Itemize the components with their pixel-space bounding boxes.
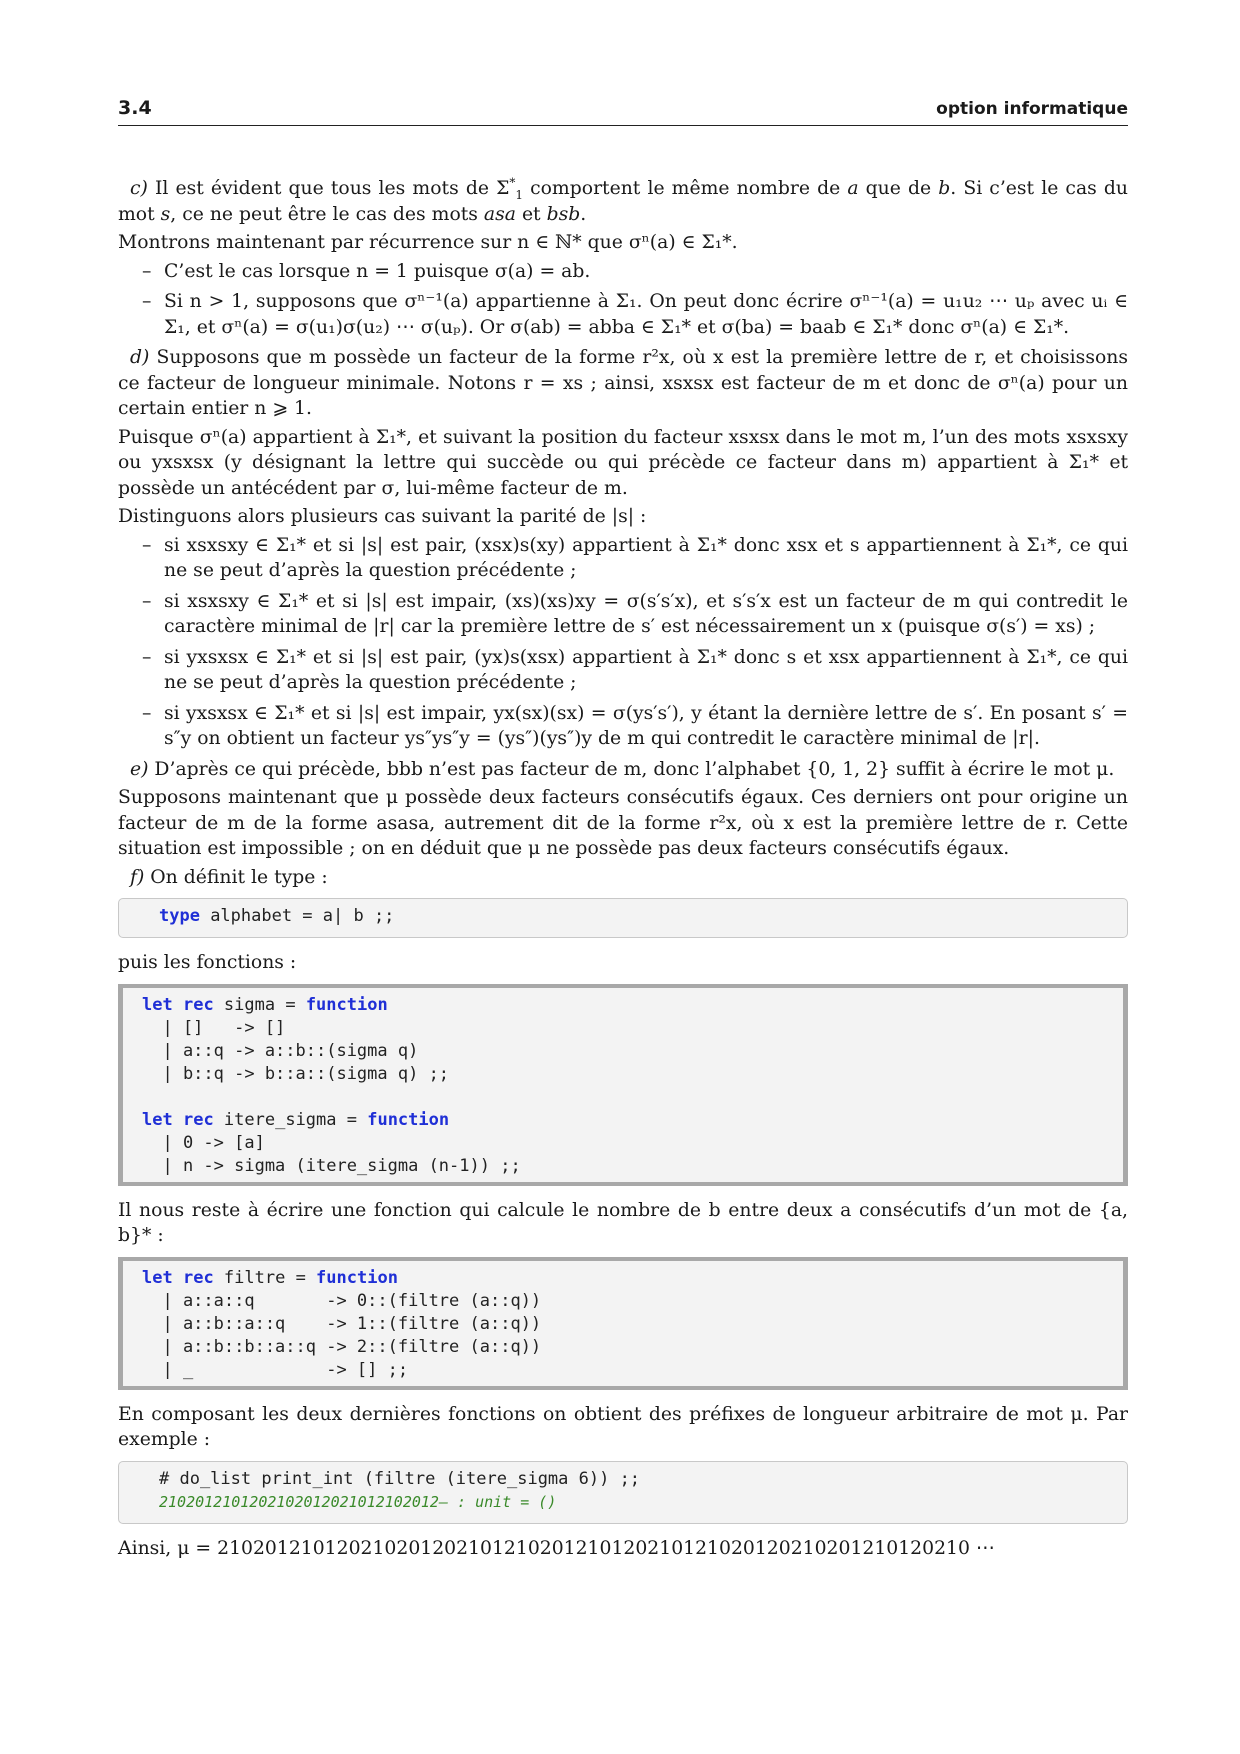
question-label-e: e) [130,758,149,780]
paragraph-f-4: En composant les deux dernières fonctions on obtient des préfixes de longueur arbitraire de mot μ. Par exemple : [118,1403,1128,1450]
header-title: option informatique [936,99,1128,119]
paragraph-e-1: e) D’après ce qui précède, bbb n’est pas facteur de m, donc l’alphabet {0, 1, 2} suffit à écrire le mot μ. [130,758,1115,780]
paragraph-e-2: Supposons maintenant que μ possède deux facteurs consécutifs égaux. Ces derniers ont pour origine un facteur de m de la forme asasa, autrement dit de la forme r²x, où x est la première lettre de r. Cette situation est impossible ; on en déduit que μ ne possède pas deux facteurs consécutifs égaux. [118,787,1128,859]
list-item: – C’est le cas lorsque n = 1 puisque σ(a) = ab. [118,259,1128,285]
paragraph-d-2: Puisque σⁿ(a) appartient à Σ₁*, et suivant la position du facteur xsxsx dans le mot m, l’un des mots xsxsxy ou yxsxsx (y désignant la lettre qui succède ou qui précède ce facteur dans m) appartient à Σ₁* et possède un antécédent par σ, lui-même facteur de m. [118,426,1128,499]
code-line: | _ -> [] ;; [142,1359,409,1380]
code-block-filtre: let rec filtre = function | a::a::q -> 0::(filtre (a::q)) | a::b::a::q -> 1::(filtre (a::q)) | a::b::b::a::q -> 2::(filtre (a::q)) | _ -> [] ;; [118,1257,1128,1390]
paragraph-f-2: puis les fonctions : [118,952,297,973]
question-label-d: d) [130,347,150,368]
paragraph-c-2: Montrons maintenant par récurrence sur n ∈ ℕ* que σⁿ(a) ∈ Σ₁*. [118,232,738,253]
page-content [118,176,1128,1564]
code-line: | a::a::q -> 0::(filtre (a::q)) [142,1290,542,1311]
toplevel-session [118,1461,1128,1524]
code-line: | a::q -> a::b::(sigma q) [142,1040,419,1061]
question-label-f: f) [130,866,145,888]
code-line: | n -> sigma (itere_sigma (n-1)) ;; [142,1155,521,1176]
paragraph-f-3: Il nous reste à écrire une fonction qui calcule le nombre de b entre deux a consécutifs d’un mot de {a, b}* : [118,1199,1128,1246]
list-item: – si xsxsxy ∈ Σ₁* et si |s| est impair, (xs)(xs)xy = σ(s′s′x), et s′s′x est un facteur de m qui contredit le caractère minimal de |r| car la première lettre de s′ est nécessairement un x (puisque σ(s′) = xs) ; [118,589,1128,640]
code-line: | a::b::b::a::q -> 2::(filtre (a::q)) [142,1336,542,1357]
paragraph-c-1: c) Il est évident que tous les mots de $\Sigma^*_1$ comportent le même nombre de a que de b. Si c’est le cas du mot s, ce ne peut être le cas des mots asa et bsb. [118,175,1129,225]
list-item: – si yxsxsx ∈ Σ₁* et si |s| est impair, yx(sx)(sx) = σ(ys′s′), y étant la dernière lettre de s′. En posant s′ = s″y on obtient un facteur ys″ys″y = (ys″)(ys″)y de m qui contredit le caractère minimal de |r|. [118,701,1128,752]
section-number: 3.4 [118,97,152,119]
paragraph-d-1: d) Supposons que m possède un facteur de la forme r²x, où x est la première lettre de r, et choisissons ce facteur de longueur minimale. Notons r = xs ; ainsi, xsxsx est facteur de m et donc de σⁿ(a) pour un certain entier n ⩾ 1. [118,347,1128,419]
toplevel-output: 2102012101202102012021012102012– : unit = () [159,1492,557,1511]
list-item: – Si n > 1, supposons que σⁿ⁻¹(a) appartienne à Σ₁. On peut donc écrire σⁿ⁻¹(a) = u₁u₂ ⋯ uₚ avec uᵢ ∈ Σ₁, et σⁿ(a) = σ(u₁)σ(u₂) ⋯ σ(uₚ). Or σ(ab) = abba ∈ Σ₁* et σ(ba) = baab ∈ Σ₁* donc σⁿ(a) ∈ Σ₁*. [118,289,1128,340]
list-d-cases [118,533,1128,752]
paragraph-f-1: f) On définit le type : [130,866,328,888]
list-c [118,259,1128,341]
code-line: | b::q -> b::a::(sigma q) ;; [142,1063,450,1084]
list-item: – si yxsxsx ∈ Σ₁* et si |s| est pair, (yx)s(xsx) appartient à Σ₁* donc s et xsx appartiennent à Σ₁*, ce qui ne se peut d’après la question précédente ; [118,645,1128,696]
paragraph-f-5: Ainsi, μ = 210201210120210201202101210201210120210121020120210201210120210 ⋯ [118,1537,995,1559]
code-line: | [] -> [] [142,1017,286,1038]
toplevel-input: # do_list print_int (filtre (itere_sigma 6)) ;; [159,1468,641,1489]
code-line: | a::b::a::q -> 1::(filtre (a::q)) [142,1313,542,1334]
page-header [118,97,1128,126]
paragraph-d-3: Distinguons alors plusieurs cas suivant la parité de |s| : [118,506,647,527]
code-block-sigma: let rec sigma = function | [] -> [] | a::q -> a::b::(sigma q) | b::q -> b::a::(sigma q) ;; let rec itere_sigma = function | 0 -> [a] | n -> sigma (itere_sigma (n-1)) ;; [118,984,1128,1186]
list-item: – si xsxsxy ∈ Σ₁* et si |s| est pair, (xsx)s(xy) appartient à Σ₁* donc xsx et s appartiennent à Σ₁*, ce qui ne se peut d’après la question précédente ; [118,533,1128,584]
code-line: | 0 -> [a] [142,1132,265,1153]
question-label-c: c) [130,178,148,199]
code-block-type: type alphabet = a| b ;; [118,898,1128,938]
